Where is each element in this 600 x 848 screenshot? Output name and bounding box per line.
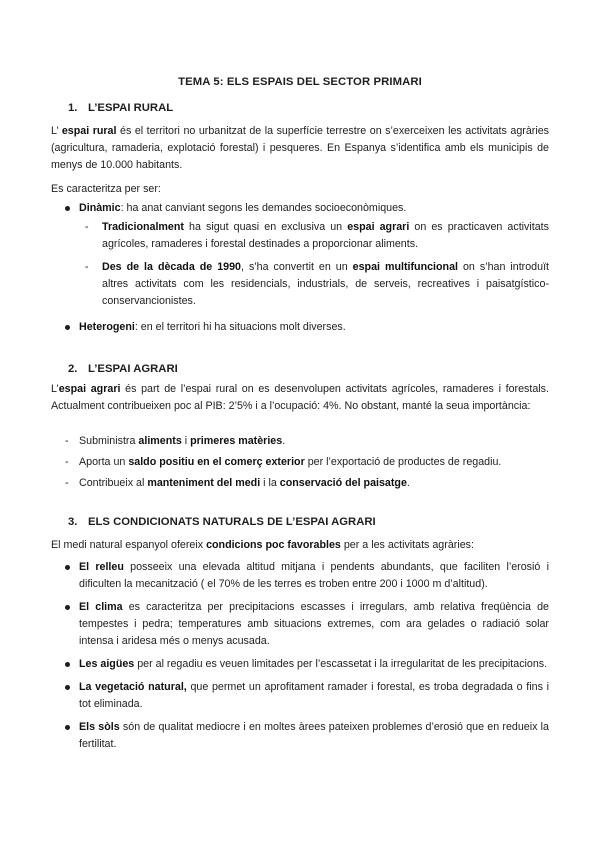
bold-term: espai rural — [61, 125, 117, 137]
bullet-icon — [65, 685, 70, 690]
bold-term: espai multifuncional — [352, 261, 458, 273]
list-item — [51, 656, 549, 673]
text-run: . — [406, 477, 410, 489]
text-run: es caracteritza per precipitacions escasses i irregulars, amb relativa freqüència de tempestes i pedra; temperatures amb situacions extremes, com ara gelades o radiació solar intensa i aridesa més o menys acusada. — [79, 601, 549, 647]
dash-icon: - — [65, 435, 69, 447]
bold-term: El clima — [79, 601, 123, 613]
text-run: és el territori no urbanitzat de la superfície terrestre on s’exerceixen les activitats agràries (agricultura, ramaderia, explotació forestal) i pesqueres. En Espanya s’identifica amb els municipis de menys de 10.000 habitants. — [51, 125, 549, 171]
section-1-bullet-2 — [51, 319, 549, 336]
section-2-list — [51, 433, 549, 492]
bold-term: Dinàmic — [79, 202, 121, 214]
list-item — [51, 679, 549, 713]
section-1-intro: Es caracteritza per ser: — [51, 183, 161, 195]
bold-term: condicions poc favorables — [206, 539, 341, 551]
text-run: per al regadiu es veuen limitades per l’escassetat i la irregularitat de les precipitacions. — [134, 658, 548, 670]
dash-icon: - — [65, 477, 69, 489]
bold-term: primeres matèries — [190, 435, 283, 447]
section-2-paragraph — [51, 381, 549, 415]
text-run: és part de l’espai rural on es desenvolupen activitats agrícoles, ramaderes i forestals. Actualment contribueixen poc al PIB: 2’5% i a l’ocupació: 4%. No obstant, manté la seua importància: — [51, 383, 549, 412]
text-run: per l’exportació de productes de regadiu. — [304, 456, 502, 468]
list-item — [51, 599, 549, 650]
text-run: ha sigut quasi en exclusiva un — [183, 221, 348, 233]
section-1-title: L’ESPAI RURAL — [88, 102, 174, 114]
text-run: : en el territori hi ha situacions molt diverses. — [134, 321, 346, 333]
bold-term: espai agrari — [58, 383, 121, 395]
list-item — [51, 719, 549, 753]
list-item — [51, 319, 549, 336]
list-item — [51, 219, 549, 253]
bullet-icon — [65, 662, 70, 667]
bold-term: El relleu — [79, 561, 124, 573]
text-run: són de qualitat mediocre i en moltes àrees pateixen problemes d’erosió que en redueix la fertilitat. — [79, 721, 549, 750]
dash-icon: - — [85, 221, 89, 233]
bold-term: La vegetació natural, — [79, 681, 187, 693]
text-run: que permet un aprofitament ramader i forestal, es troba degradada o fins i tot eliminada. — [79, 681, 549, 710]
list-item — [51, 454, 549, 471]
section-3-title: ELS CONDICIONATS NATURALS DE L’ESPAI AGRARI — [88, 516, 376, 528]
section-3-number: 3. — [68, 516, 78, 528]
bullet-icon — [65, 325, 70, 330]
list-item — [51, 259, 549, 310]
bullet-icon — [65, 605, 70, 610]
text-run: . — [282, 435, 286, 447]
text-run: L’ — [51, 383, 59, 395]
bold-term: Des de la dècada de 1990 — [102, 261, 241, 273]
section-2-heading — [68, 361, 178, 378]
bold-term: Tradicionalment — [102, 221, 184, 233]
text-run: : ha anat canviant segons les demandes socioeconòmiques. — [120, 202, 407, 214]
section-3-intro — [51, 537, 549, 554]
text-run: on es practicaven activitats agrícoles, ramaderes i forestal destinades a proporcionar aliments. — [102, 221, 549, 250]
bold-term: saldo positiu en el comerç exterior — [128, 456, 305, 468]
section-2-title: L’ESPAI AGRARI — [88, 363, 178, 375]
text-run: on s’han introduït altres activitats com les residencials, industrials, de serveis, recreatives i paisatgístico-conservancionistes. — [102, 261, 550, 307]
section-3-heading — [68, 514, 376, 531]
dash-icon: - — [85, 261, 89, 273]
list-item — [51, 200, 549, 217]
bold-term: manteniment del medi — [147, 477, 261, 489]
bullet-icon — [65, 725, 70, 730]
bold-term: Els sòls — [79, 721, 120, 733]
page-title: TEMA 5: ELS ESPAIS DEL SECTOR PRIMARI — [178, 76, 422, 88]
text-run: i la — [260, 477, 280, 489]
text-run: i — [181, 435, 191, 447]
list-item — [51, 433, 549, 450]
text-run: per a les activitats agràries: — [340, 539, 474, 551]
section-1-heading — [68, 100, 173, 117]
list-item — [51, 475, 549, 492]
text-run: , s’ha convertit en un — [241, 261, 353, 273]
dash-icon: - — [65, 456, 69, 468]
bullet-icon — [65, 206, 70, 211]
text-run: posseeix una elevada altitud mitjana i pendents abundants, que faciliten l’erosió i dificulten la mecanització ( el 70% de les terres es troben entre 200 i 1000 m d’altitud). — [79, 561, 549, 590]
bold-term: conservació del paisatge — [279, 477, 407, 489]
section-1-sublist — [51, 219, 549, 310]
text-run: Subministra — [79, 435, 139, 447]
section-2-number: 2. — [68, 363, 78, 375]
bold-term: aliments — [138, 435, 182, 447]
bold-term: Les aigües — [79, 658, 135, 670]
text-run: Contribueix al — [79, 477, 148, 489]
bold-term: espai agrari — [347, 221, 410, 233]
text-run: L’ — [51, 125, 62, 137]
section-1-paragraph — [51, 123, 549, 174]
section-1-bullet-1 — [51, 200, 549, 217]
section-3-list — [51, 559, 549, 753]
list-item — [51, 559, 549, 593]
bold-term: Heterogeni — [79, 321, 135, 333]
text-run: El medi natural espanyol ofereix — [51, 539, 207, 551]
text-run: Aporta un — [79, 456, 129, 468]
bullet-icon — [65, 565, 70, 570]
section-1-number: 1. — [68, 102, 78, 114]
